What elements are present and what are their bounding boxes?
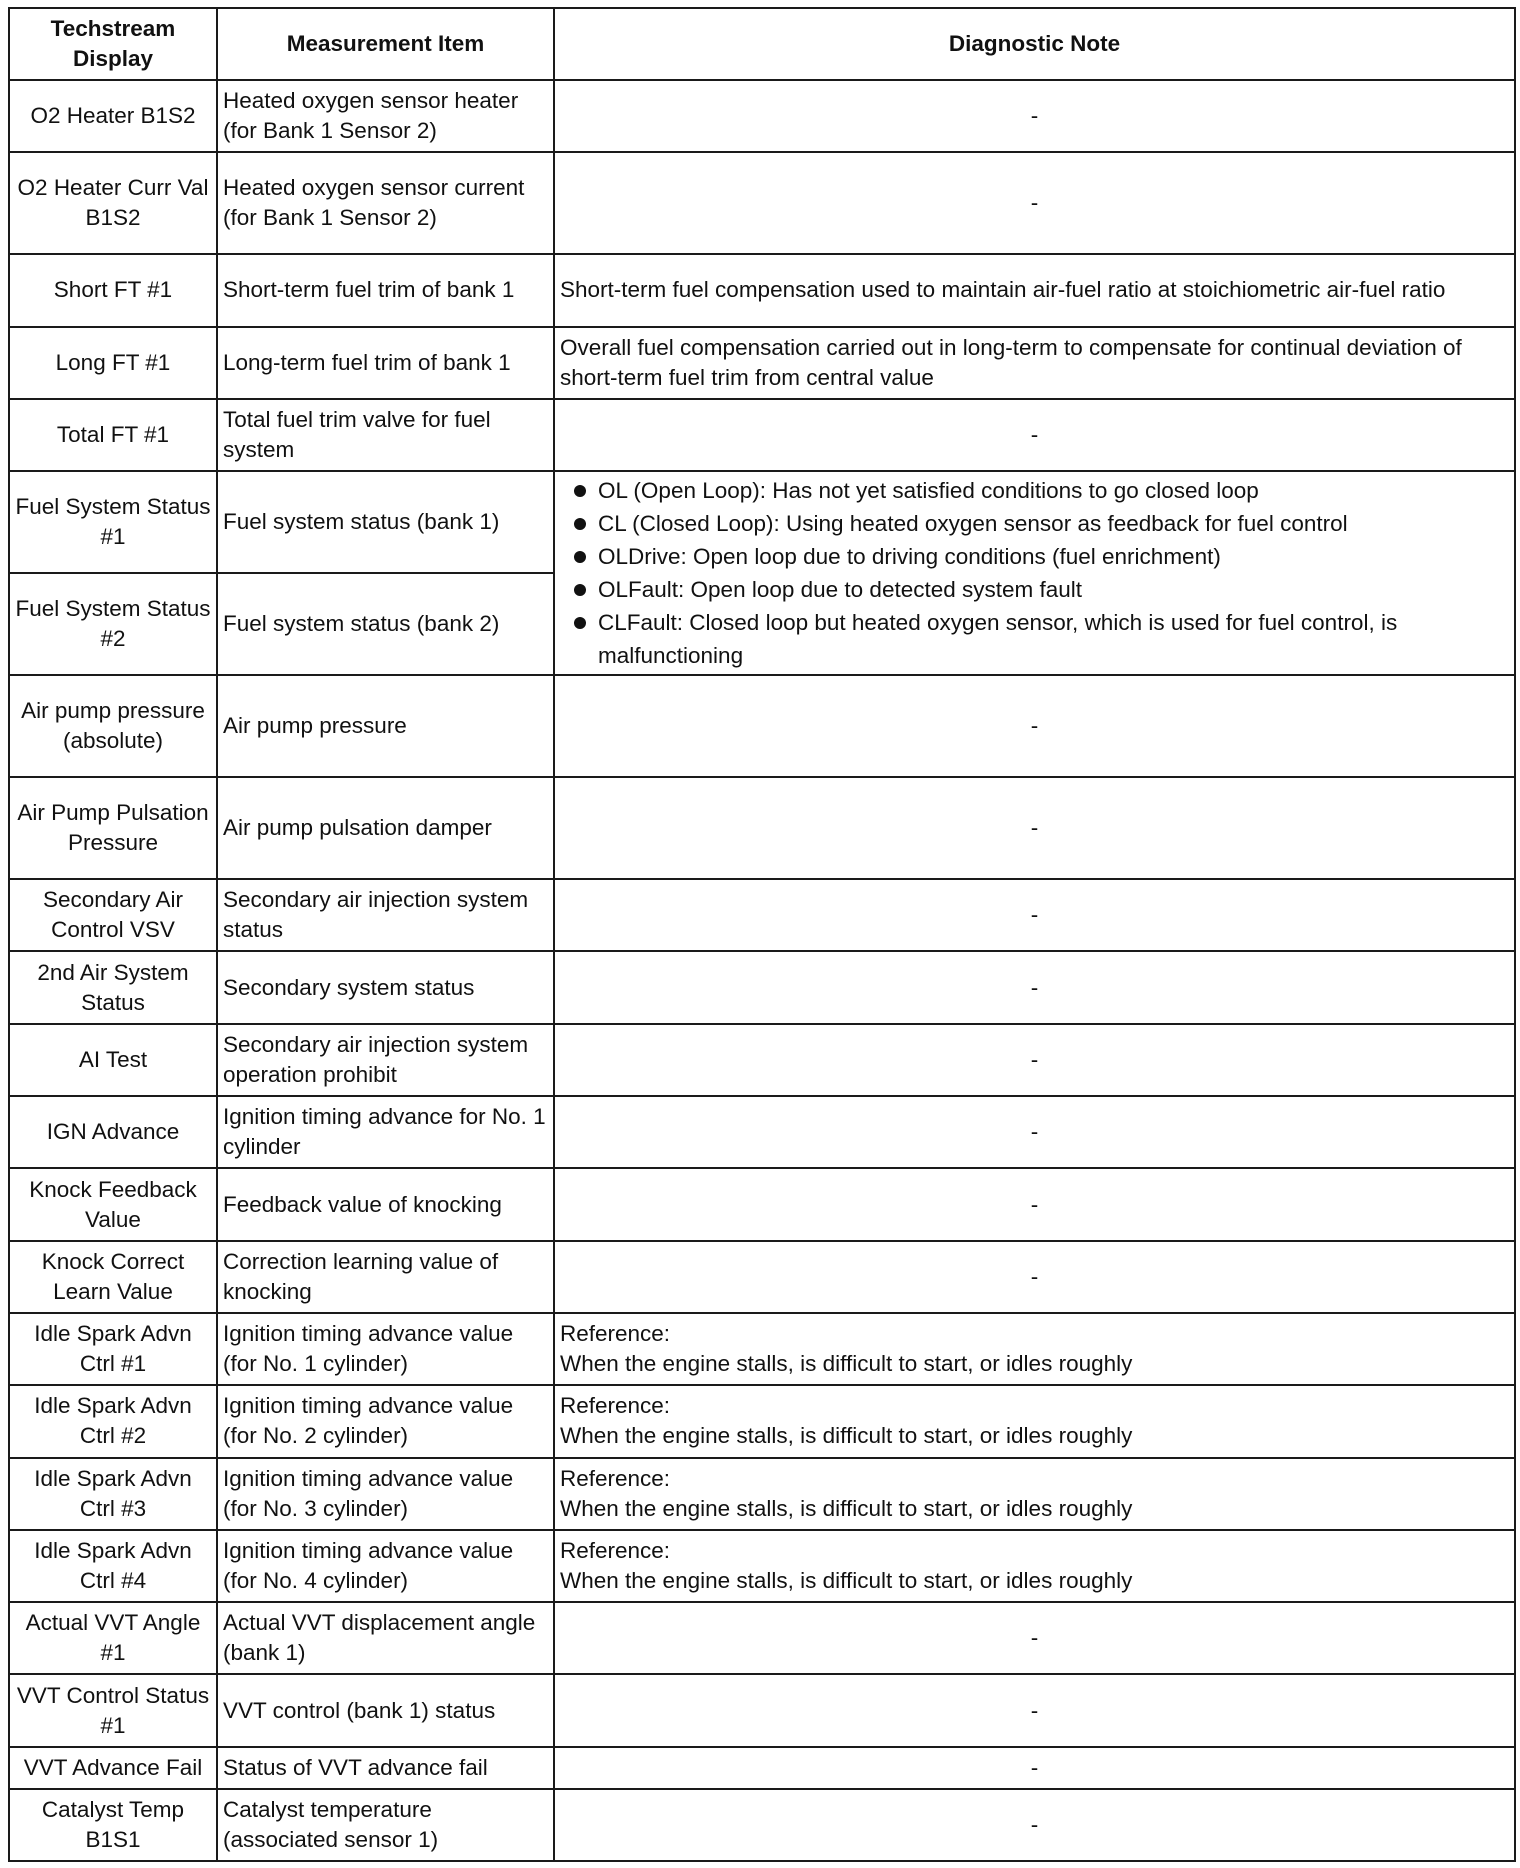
table-row: [9, 1674, 1515, 1746]
diagnostic-note-cell: -: [554, 1674, 1515, 1746]
diagnostic-note-cell: -: [554, 1168, 1515, 1240]
measurement-item-cell: Secondary system status: [217, 951, 554, 1023]
techstream-display-cell: Idle Spark Advn Ctrl #4: [9, 1530, 217, 1602]
reference-label: Reference:: [560, 1321, 671, 1347]
table-row: [9, 1458, 1515, 1530]
bullet-icon: [574, 551, 586, 563]
techstream-display-cell: VVT Advance Fail: [9, 1747, 217, 1789]
measurement-item-cell: Feedback value of knocking: [217, 1168, 554, 1240]
reference-text: When the engine stalls, is difficult to start, or idles roughly: [560, 1423, 1133, 1449]
techstream-display-cell: VVT Control Status #1: [9, 1674, 217, 1746]
measurement-item-cell: Total fuel trim valve for fuel system: [217, 399, 554, 471]
table-row: [9, 951, 1515, 1023]
table-row: [9, 327, 1515, 399]
techstream-display-cell: Air pump pressure (absolute): [9, 675, 217, 777]
reference-label: Reference:: [560, 1465, 671, 1491]
techstream-display-cell: Short FT #1: [9, 254, 217, 326]
reference-label: Reference:: [560, 1393, 671, 1419]
measurement-item-cell: Ignition timing advance value (for No. 2 cylinder): [217, 1385, 554, 1457]
measurement-item-cell: VVT control (bank 1) status: [217, 1674, 554, 1746]
diagnostic-note-cell: -: [554, 1747, 1515, 1789]
diagnostic-note-cell: -: [554, 1024, 1515, 1096]
fuel-system-status-note: [554, 471, 1515, 675]
table-row: [9, 777, 1515, 879]
table-row: [9, 399, 1515, 471]
techstream-display-cell: Fuel System Status #2: [9, 573, 217, 675]
table-row: [9, 1747, 1515, 1789]
table-row: [9, 879, 1515, 951]
measurement-item-cell: Secondary air injection system operation prohibit: [217, 1024, 554, 1096]
table-row: [9, 1530, 1515, 1602]
techstream-display-cell: IGN Advance: [9, 1096, 217, 1168]
measurement-item-cell: Heated oxygen sensor current (for Bank 1 Sensor 2): [217, 152, 554, 254]
measurement-item-cell: Catalyst temperature (associated sensor 1): [217, 1789, 554, 1861]
diagnostic-note-cell: -: [554, 675, 1515, 777]
diagnostic-note-cell: -: [554, 951, 1515, 1023]
diagnostic-note-cell: -: [554, 1241, 1515, 1313]
techstream-display-cell: Long FT #1: [9, 327, 217, 399]
diagnostic-data-table: [8, 7, 1516, 1862]
header-measurement-item: Measurement Item: [217, 8, 554, 80]
reference-label: Reference:: [560, 1538, 671, 1563]
techstream-display-cell: Actual VVT Angle #1: [9, 1602, 217, 1674]
techstream-display-cell: Fuel System Status #1: [9, 471, 217, 573]
measurement-item-cell: Fuel system status (bank 2): [217, 573, 554, 675]
diagnostic-note-cell: -: [554, 1789, 1515, 1861]
measurement-item-cell: Ignition timing advance value (for No. 1 cylinder): [217, 1313, 554, 1385]
measurement-item-cell: Ignition timing advance value (for No. 3 cylinder): [217, 1458, 554, 1530]
techstream-display-cell: 2nd Air System Status: [9, 951, 217, 1023]
table-row: [9, 1241, 1515, 1313]
diagnostic-note-cell: -: [554, 1096, 1515, 1168]
diagnostic-note-cell: [554, 1530, 1515, 1602]
diagnostic-note-cell: -: [554, 879, 1515, 951]
table-row: [9, 1096, 1515, 1168]
table-row: [9, 675, 1515, 777]
measurement-item-cell: Fuel system status (bank 1): [217, 471, 554, 573]
measurement-item-cell: Secondary air injection system status: [217, 879, 554, 951]
list-item: OL (Open Loop): Has not yet satisfied conditions to go closed loop: [560, 474, 1509, 507]
diagnostic-note-cell: [554, 1458, 1515, 1530]
bullet-icon: [574, 584, 586, 596]
measurement-item-cell: Heated oxygen sensor heater (for Bank 1 Sensor 2): [217, 80, 554, 152]
list-item: OLDrive: Open loop due to driving conditions (fuel enrichment): [560, 540, 1509, 573]
reference-text: When the engine stalls, is difficult to start, or idles roughly: [560, 1351, 1133, 1377]
bullet-icon: [574, 617, 586, 629]
techstream-display-cell: Air Pump Pulsation Pressure: [9, 777, 217, 879]
table-header-row: [9, 8, 1515, 80]
techstream-display-cell: Total FT #1: [9, 399, 217, 471]
bullet-icon: [574, 518, 586, 530]
diagnostic-note-cell: Overall fuel compensation carried out in long-term to compensate for continual deviation of short-term fuel trim from central value: [554, 327, 1515, 399]
diagnostic-note-cell: Short-term fuel compensation used to maintain air-fuel ratio at stoichiometric air-fuel ratio: [554, 254, 1515, 326]
fuel-status-list: [560, 474, 1509, 672]
table-row: [9, 1789, 1515, 1861]
techstream-display-cell: Catalyst Temp B1S1: [9, 1789, 217, 1861]
techstream-display-cell: O2 Heater Curr Val B1S2: [9, 152, 217, 254]
measurement-item-cell: Actual VVT displacement angle (bank 1): [217, 1602, 554, 1674]
header-techstream-display: Techstream Display: [9, 8, 217, 80]
measurement-item-cell: Short-term fuel trim of bank 1: [217, 254, 554, 326]
techstream-display-cell: Knock Correct Learn Value: [9, 1241, 217, 1313]
table-row: [9, 1385, 1515, 1457]
diagnostic-note-cell: [554, 1385, 1515, 1457]
techstream-display-cell: Idle Spark Advn Ctrl #1: [9, 1313, 217, 1385]
techstream-display-cell: AI Test: [9, 1024, 217, 1096]
table-row: [9, 254, 1515, 326]
table-row: [9, 471, 1515, 573]
list-item: OLFault: Open loop due to detected system fault: [560, 573, 1509, 606]
measurement-item-cell: Long-term fuel trim of bank 1: [217, 327, 554, 399]
techstream-display-cell: Idle Spark Advn Ctrl #2: [9, 1385, 217, 1457]
techstream-display-cell: Secondary Air Control VSV: [9, 879, 217, 951]
techstream-display-cell: Knock Feedback Value: [9, 1168, 217, 1240]
list-item: CLFault: Closed loop but heated oxygen sensor, which is used for fuel control, is malfunctioning: [560, 606, 1509, 672]
reference-text: When the engine stalls, is difficult to start, or idles roughly: [560, 1568, 1133, 1593]
diagnostic-note-cell: -: [554, 80, 1515, 152]
table-row: [9, 1602, 1515, 1674]
measurement-item-cell: Correction learning value of knocking: [217, 1241, 554, 1313]
bullet-icon: [574, 485, 586, 497]
reference-text: When the engine stalls, is difficult to start, or idles roughly: [560, 1495, 1133, 1521]
diagnostic-note-cell: -: [554, 777, 1515, 879]
diagnostic-note-cell: -: [554, 1602, 1515, 1674]
diagnostic-note-cell: -: [554, 399, 1515, 471]
list-item: CL (Closed Loop): Using heated oxygen sensor as feedback for fuel control: [560, 507, 1509, 540]
table-row: [9, 80, 1515, 152]
measurement-item-cell: Ignition timing advance value (for No. 4 cylinder): [217, 1530, 554, 1602]
diagnostic-note-cell: -: [554, 152, 1515, 254]
measurement-item-cell: Status of VVT advance fail: [217, 1747, 554, 1789]
header-diagnostic-note: Diagnostic Note: [554, 8, 1515, 80]
diagnostic-note-cell: [554, 1313, 1515, 1385]
table-row: [9, 1024, 1515, 1096]
measurement-item-cell: Ignition timing advance for No. 1 cylinder: [217, 1096, 554, 1168]
measurement-item-cell: Air pump pressure: [217, 675, 554, 777]
table-row: [9, 1313, 1515, 1385]
techstream-display-cell: Idle Spark Advn Ctrl #3: [9, 1458, 217, 1530]
table-row: [9, 152, 1515, 254]
table-row: [9, 1168, 1515, 1240]
measurement-item-cell: Air pump pulsation damper: [217, 777, 554, 879]
techstream-display-cell: O2 Heater B1S2: [9, 80, 217, 152]
